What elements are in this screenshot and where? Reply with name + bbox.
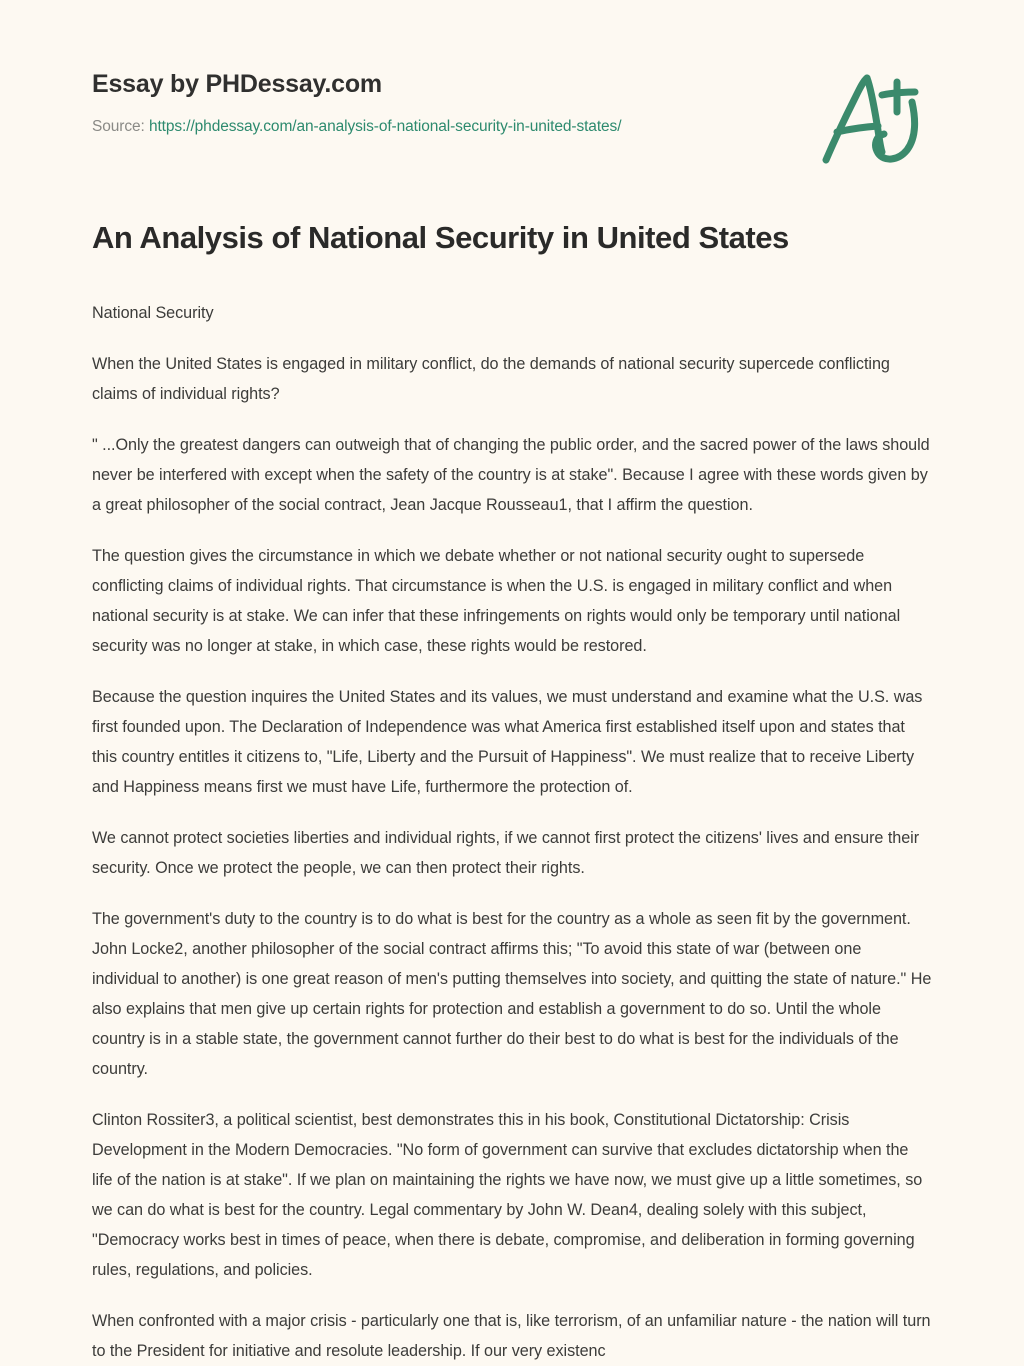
page-header	[0, 0, 1024, 190]
article-body	[92, 298, 932, 1366]
page-title: An Analysis of National Security in United States	[92, 220, 789, 255]
paragraph: Clinton Rossiter3, a political scientist, best demonstrates this in his book, Constitutional Dictatorship: Crisis Development in the Modern Democracies. "No form of government can survive that excludes dictatorship when the life of the nation is at stake". If we plan on maintaining the rights we have now, we must give up a little sometimes, so we can do what is best for the country. Legal commentary by John W. Dean4, dealing solely with this subject, "Democracy works best in times of peace, when there is debate, compromise, and deliberation in forming governing rules, regulations, and policies.	[92, 1111, 923, 1279]
paragraph: The government's duty to the country is to do what is best for the country as a whole as seen fit by the government. John Locke2, another philosopher of the social contract affirms this; "To avoid this state of war (between one individual to another) is one great reason of men's putting themselves into society, and quitting the state of nature." He also explains that men give up certain rights for protection and establish a government to do so. Until the whole country is in a stable state, the government cannot further do their best to do what is best for the individuals of the country.	[92, 910, 932, 1078]
source-label: Source:	[92, 118, 145, 135]
article-container	[92, 218, 932, 1366]
paragraph: " ...Only the greatest dangers can outweigh that of changing the public order, and the sacred power of the laws should never be interfered with except when the safety of the country is at stake". Because I agree with these words given by a great philosopher of the social contract, Jean Jacque Rousseau1, that I affirm the question.	[92, 436, 930, 514]
source-line	[92, 118, 621, 136]
source-url-link[interactable]: https://phdessay.com/an-analysis-of-national-security-in-united-states/	[148, 118, 622, 135]
paragraph: The question gives the circumstance in which we debate whether or not national security ought to supersede conflicting claims of individual rights. That circumstance is when the U.S. is engaged in military conflict and when national security is at stake. We can infer that these infringements on rights would only be temporary until national security was no longer at stake, in which case, these rights would be restored.	[92, 547, 901, 655]
paragraph: National Security	[92, 304, 214, 322]
paragraph: When the United States is engaged in military conflict, do the demands of national security supercede conflicting claims of individual rights?	[92, 355, 890, 403]
a-plus-logo-icon	[812, 68, 932, 168]
paragraph: Because the question inquires the United States and its values, we must understand and examine what the U.S. was first founded upon. The Declaration of Independence was what America first established itself upon and states that this country entitles it citizens to, "Life, Liberty and the Pursuit of Happiness". We must realize that to receive Liberty and Happiness means first we must have Life, furthermore the protection of.	[92, 688, 923, 796]
brand-title: Essay by PHDessay.com	[92, 70, 382, 98]
paragraph: When confronted with a major crisis - particularly one that is, like terrorism, of an unfamiliar nature - the nation will turn to the President for initiative and resolute leadership. If our very existenc	[92, 1312, 931, 1360]
paragraph: We cannot protect societies liberties and individual rights, if we cannot first protect the citizens' lives and ensure their security. Once we protect the people, we can then protect their rights.	[92, 829, 920, 877]
